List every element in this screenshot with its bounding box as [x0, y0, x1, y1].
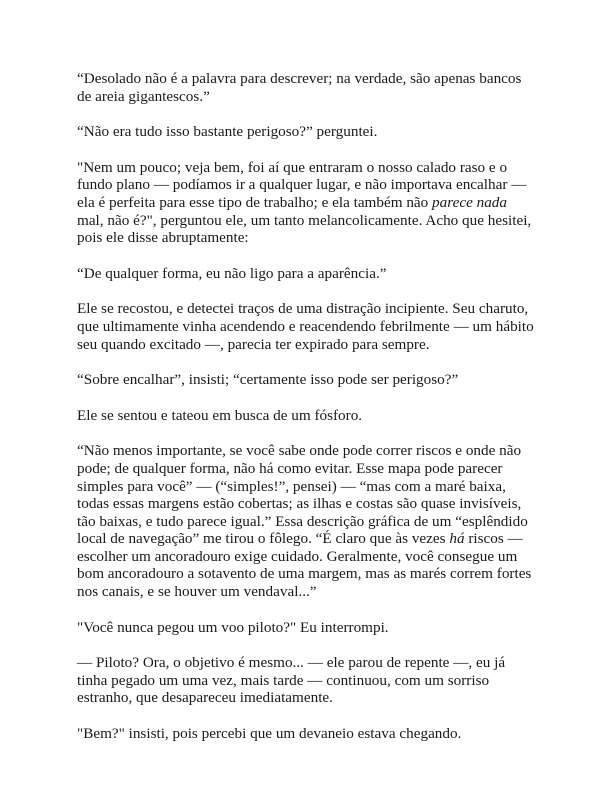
paragraph-9	[77, 619, 537, 637]
body-text	[77, 70, 537, 761]
paragraph-10-text: — Piloto? Ora, o objetivo é mesmo... — ele parou de repente —, eu já tinha pegado um uma vez, mais tarde — continuou, com um sorriso estranho, que desapareceu imediatamente.	[77, 654, 506, 707]
paragraph-6-text: “Sobre encalhar”, insisti; “certamente isso pode ser perigoso?”	[77, 371, 459, 389]
paragraph-7	[77, 407, 537, 425]
paragraph-3-text-a: "Nem um pouco; veja bem, foi aí que entraram o nosso calado raso e o fundo plano — podíamos ir a qualquer lugar, e não importava encalhar — ela é perfeita para esse tipo de trabalho; e ela também não	[77, 158, 527, 211]
paragraph-9-text: "Você nunca pegou um voo piloto?" Eu interrompi.	[77, 618, 389, 636]
paragraph-3	[77, 159, 537, 247]
paragraph-1	[77, 70, 537, 105]
paragraph-11	[77, 725, 537, 743]
paragraph-3-emphasis: parece nada	[432, 193, 507, 211]
paragraph-11-text: "Bem?" insisti, pois percebi que um devaneio estava chegando.	[77, 725, 462, 743]
paragraph-10	[77, 654, 537, 707]
paragraph-3-text-b: mal, não é?", perguntou ele, um tanto melancolicamente. Acho que hesitei, pois ele disse abruptamente:	[77, 211, 532, 247]
paragraph-8-text-b: riscos — escolher um ancoradouro exige cuidado. Geralmente, você consegue um bom ancoradouro a sotavento de uma margem, mas as marés correm fortes nos canais, e se houver um vendaval...”	[77, 530, 532, 601]
paragraph-8-text-a: “Não menos importante, se você sabe onde pode correr riscos e onde não pode; de qualquer forma, não há como evitar. Esse mapa pode parecer simples para você” — (“simples!”, pensei) — “mas com a maré baixa, todas essas margens estão cobertas; as ilhas e costas são quase invisíveis, tão baixas, e tudo parece igual.” Essa descrição gráfica de um “esplêndido local de navegação” me tirou o fôlego. “É claro que às vezes	[77, 442, 528, 548]
paragraph-5-text: Ele se recostou, e detectei traços de uma distração incipiente. Seu charuto, que ultimamente vinha acendendo e reacendendo febrilmente — um hábito seu quando excitado —, parecia ter expirado para sempre.	[77, 300, 534, 353]
paragraph-1-text: “Desolado não é a palavra para descrever; na verdade, são apenas bancos de areia gigantescos.”	[77, 70, 522, 105]
paragraph-8-emphasis: há	[449, 530, 465, 548]
paragraph-8	[77, 442, 537, 600]
paragraph-2	[77, 123, 537, 141]
paragraph-4-text: “De qualquer forma, eu não ligo para a aparência.”	[77, 264, 387, 282]
paragraph-5	[77, 300, 537, 353]
paragraph-7-text: Ele se sentou e tateou em busca de um fósforo.	[77, 406, 363, 424]
paragraph-6	[77, 371, 537, 389]
paragraph-2-text: “Não era tudo isso bastante perigoso?” perguntei.	[77, 123, 378, 141]
paragraph-4	[77, 265, 537, 283]
